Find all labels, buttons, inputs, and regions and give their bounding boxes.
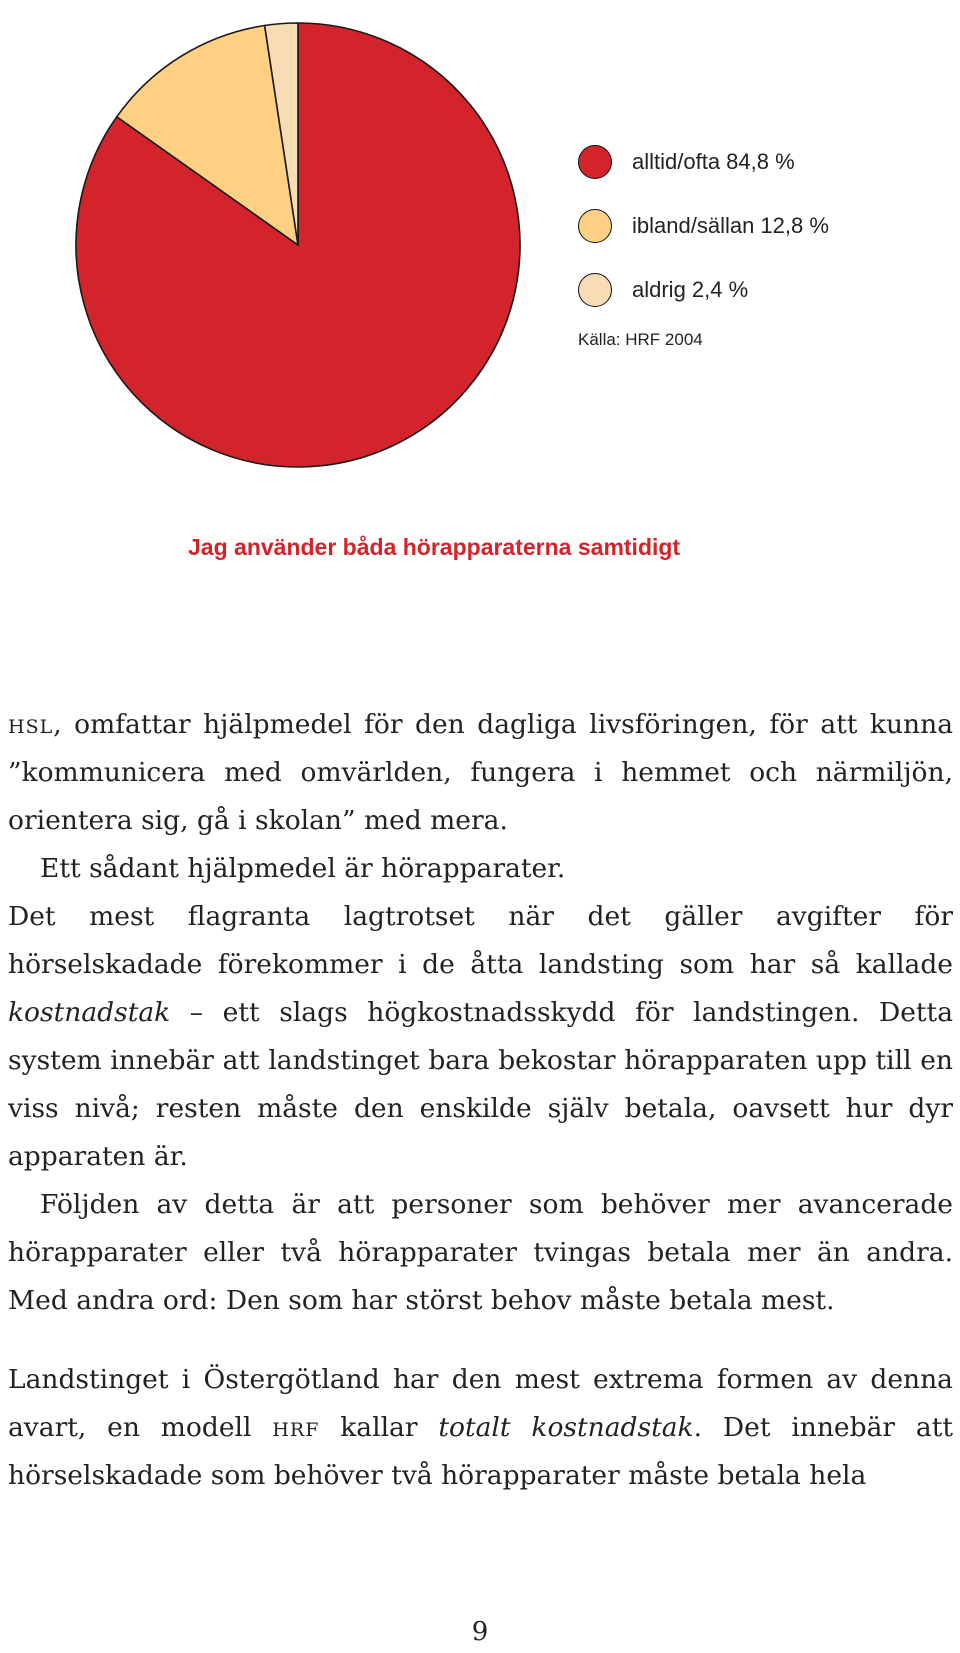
legend-item-always: [578, 130, 948, 194]
page-number: 9: [471, 1617, 489, 1647]
paragraph-5-text-c: . Det innebär att hörselskadade som behöver två hörapparater måste betala hela: [8, 1412, 954, 1491]
legend-swatch-always: [578, 145, 612, 179]
body-text-main: [8, 893, 953, 1325]
term-totalt-kostnadstak: totalt kostnadstak: [438, 1412, 694, 1443]
paragraph-3-text-a: Det mest flagranta lagtrotset när det gäller avgifter för hörselskadade förekommer i de åtta landsting som har så kallade: [8, 901, 953, 980]
paragraph-3: [8, 893, 953, 1181]
legend-label-always: alltid/ofta 84,8 %: [632, 149, 795, 174]
body-text-bottom: [8, 1356, 953, 1500]
pie-chart: [0, 0, 560, 500]
abbr-hrf: hrf: [272, 1412, 320, 1443]
legend-swatch-sometimes: [578, 209, 612, 243]
legend-item-never: [578, 258, 948, 322]
legend-label-sometimes: ibland/sällan 12,8 %: [632, 213, 829, 238]
paragraph-5-text-a: Landstinget i Östergötland har den mest extrema formen av denna avart, en modell: [8, 1364, 953, 1443]
legend-label-never: aldrig 2,4 %: [632, 277, 749, 302]
paragraph-5-text-b: kallar: [319, 1412, 439, 1443]
paragraph-1-text: , omfattar hjälpmedel för den dagliga livsföringen, för att kunna ”kommunicera med omvärlden, fungera i hemmet och närmiljön, orientera sig, gå i skolan” med mera.: [8, 709, 953, 836]
term-kostnadstak: kostnadstak: [8, 997, 171, 1028]
chart-title: Jag använder båda hörapparaterna samtidigt: [188, 534, 681, 560]
paragraph-5: [8, 1356, 953, 1500]
abbr-hsl: hsl: [8, 709, 54, 740]
paragraph-3-text-b: – ett slags högkostnadsskydd för landstingen. Detta system innebär att landstinget bara bekostar hörapparaten upp till en viss nivå; resten måste den enskilde själv betala, oavsett hur dyr apparaten är.: [8, 997, 953, 1172]
chart-legend: [578, 130, 948, 350]
legend-item-sometimes: [578, 194, 948, 258]
legend-swatch-never: [578, 273, 612, 307]
chart-source: Källa: HRF 2004: [578, 330, 703, 349]
paragraph-1: [8, 701, 953, 845]
paragraph-2: Ett sådant hjälpmedel är hörapparater.: [40, 853, 566, 884]
body-text-top: [8, 701, 953, 893]
paragraph-4: Följden av detta är att personer som behöver mer avancerade hörapparater eller två hörapparater tvingas betala mer än andra. Med andra ord: Den som har störst behov måste betala mest.: [8, 1189, 953, 1316]
